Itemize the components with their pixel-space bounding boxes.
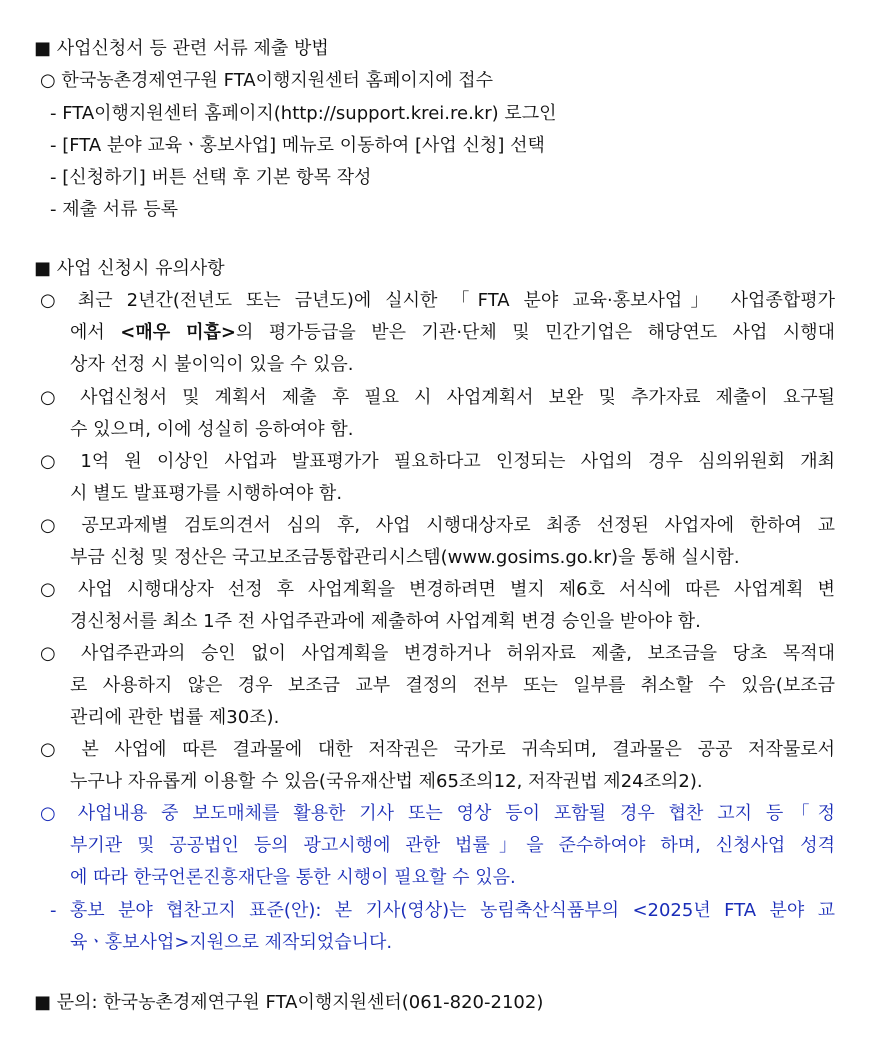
notice-item-5-line-2: 경신청서를 최소 1주 전 사업주관과에 제출하여 사업계획 변경 승인을 받아야 함. <box>70 611 701 632</box>
notice-item-4-line-1: ○ 공모과제별 검토의견서 심의 후, 사업 시행대상자로 최종 선정된 사업자에 한하여 교 <box>40 515 835 536</box>
contact-info: ■ 문의: 한국농촌경제연구원 FTA이행지원센터(061-820-2102) <box>34 992 544 1013</box>
section1-heading: ■ 사업신청서 등 관련 서류 제출 방법 <box>34 38 329 59</box>
notice-item-6-line-3: 관리에 관한 법률 제30조). <box>70 707 280 728</box>
notice-item-1-text: 에서 <box>70 322 121 343</box>
rating-very-poor: <매우 미흡> <box>120 322 237 343</box>
section1-bullet-1: - FTA이행지원센터 홈페이지(http://support.krei.re.kr) 로그인 <box>50 103 557 124</box>
section1-bullet-3: - [신청하기] 버튼 선택 후 기본 항목 작성 <box>50 167 372 188</box>
notice-item-6-line-2: 로 사용하지 않은 경우 보조금 교부 결정의 전부 또는 일부를 취소할 수 있음(보조금 <box>70 675 835 696</box>
notice-item-8-line-2: 부기관 및 공공법인 등의 광고시행에 관한 법률」을 준수하여야 하며, 신청사업 성격 <box>70 835 835 856</box>
notice-item-1-line-3: 상자 선정 시 불이익이 있을 수 있음. <box>70 354 354 375</box>
sponsorship-standard-line-1: - 홍보 분야 협찬고지 표준(안): 본 기사(영상)는 농림축산식품부의 <2025년 FTA 분야 교 <box>50 900 835 921</box>
notice-item-3-line-2: 시 별도 발표평가를 시행하여야 함. <box>70 483 343 504</box>
section1-bullet-2: - [FTA 분야 교육ㆍ홍보사업] 메뉴로 이동하여 [사업 신청] 선택 <box>50 135 545 156</box>
notice-item-4-line-2: 부금 신청 및 정산은 국고보조금통합관리시스템(www.gosims.go.kr)을 통해 실시함. <box>70 547 740 568</box>
notice-item-5-line-1: ○ 사업 시행대상자 선정 후 사업계획을 변경하려면 별지 제6호 서식에 따른 사업계획 변 <box>40 579 835 600</box>
notice-item-2-line-1: ○ 사업신청서 및 계획서 제출 후 필요 시 사업계획서 보완 및 추가자료 제출이 요구될 <box>40 387 835 408</box>
sponsorship-standard-line-2: 육ㆍ홍보사업>지원으로 제작되었습니다. <box>70 932 393 953</box>
notice-item-1-line-2 <box>70 322 835 344</box>
section1-bullet-4: - 제출 서류 등록 <box>50 199 178 220</box>
section2-heading: ■ 사업 신청시 유의사항 <box>34 258 225 279</box>
section1-circle-item: ○ 한국농촌경제연구원 FTA이행지원센터 홈페이지에 접수 <box>40 70 494 91</box>
notice-item-7-line-1: ○ 본 사업에 따른 결과물에 대한 저작권은 국가로 귀속되며, 결과물은 공공 저작물로서 <box>40 739 835 760</box>
notice-item-8-line-3: 에 따라 한국언론진흥재단을 통한 시행이 필요할 수 있음. <box>70 867 516 888</box>
notice-item-8-line-1: ○ 사업내용 중 보도매체를 활용한 기사 또는 영상 등이 포함될 경우 협찬 고지 등「정 <box>40 803 835 824</box>
notice-item-7-line-2: 누구나 자유롭게 이용할 수 있음(국유재산법 제65조의12, 저작권법 제24조의2). <box>70 771 703 792</box>
notice-item-3-line-1: ○ 1억 원 이상인 사업과 발표평가가 필요하다고 인정되는 사업의 경우 심의위원회 개최 <box>40 451 835 472</box>
notice-item-1-text-cont: 의 평가등급을 받은 기관·단체 및 민간기업은 해당연도 사업 시행대 <box>236 322 836 343</box>
notice-item-2-line-2: 수 있으며, 이에 성실히 응하여야 함. <box>70 419 354 440</box>
notice-item-6-line-1: ○ 사업주관과의 승인 없이 사업계획을 변경하거나 허위자료 제출, 보조금을 당초 목적대 <box>40 643 835 664</box>
notice-item-1-line-1: ○ 최근 2년간(전년도 또는 금년도)에 실시한 「FTA 분야 교육·홍보사업」 사업종합평가 <box>40 290 835 311</box>
